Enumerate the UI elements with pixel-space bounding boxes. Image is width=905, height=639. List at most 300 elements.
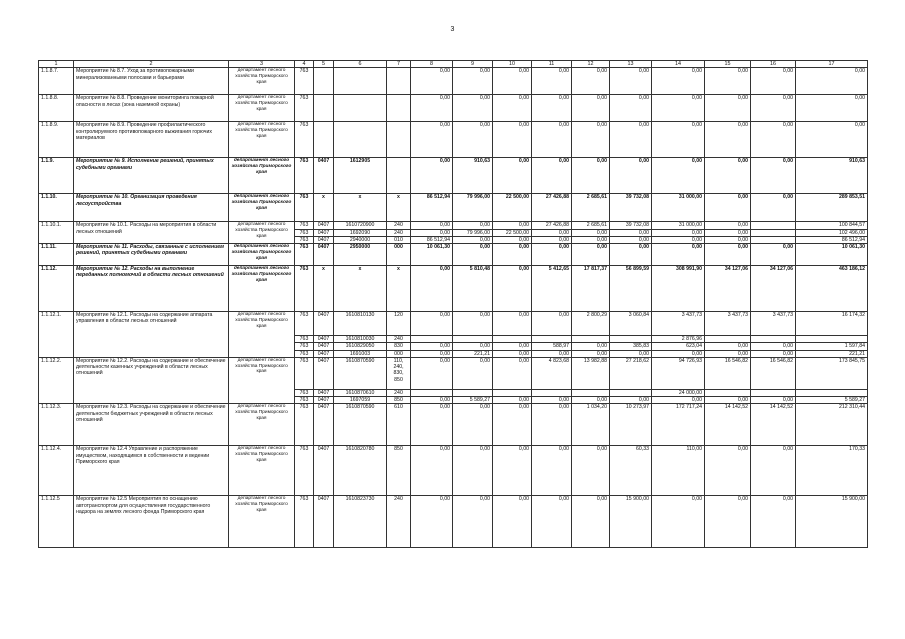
table-cell-col-15: 0,00 bbox=[705, 397, 751, 404]
table-cell-col-9: 0,00 bbox=[453, 222, 493, 229]
table-row bbox=[39, 95, 868, 122]
table-cell-col-2: Мероприятие № 8.8. Проведение мониторинга пожарной опасности в лесах (зона наземной охраны) bbox=[74, 95, 229, 122]
table-cell-col-11: 27 426,88 bbox=[532, 222, 572, 229]
table-cell-col-10: 0,00 bbox=[493, 343, 532, 350]
table-cell-col-2: Мероприятие № 12.2. Расходы на содержание и обеспечение деятельности казенных учреждений в области лесных отношений bbox=[74, 357, 229, 403]
table-cell-col-16 bbox=[751, 236, 796, 243]
table-cell-col-12: 1 034,20 bbox=[572, 404, 610, 446]
table-cell-col-7: 240 bbox=[387, 389, 411, 396]
table-cell-col-6: 1610870590 bbox=[334, 404, 387, 446]
table-cell-col-16 bbox=[751, 229, 796, 236]
table-cell-col-17: 102 496,00 bbox=[796, 229, 868, 236]
table-cell-col-15: 0,00 bbox=[705, 236, 751, 243]
table-cell-col-13: 0,00 bbox=[610, 350, 652, 357]
table-cell-col-9: 0,00 bbox=[453, 244, 493, 266]
table-cell-col-5: 0407 bbox=[314, 236, 334, 243]
table-row bbox=[39, 357, 868, 389]
table-cell-col-14: 31 000,00 bbox=[652, 194, 705, 222]
table-cell-col-5 bbox=[314, 68, 334, 95]
table-cell-col-1: 1.1.8.8. bbox=[39, 95, 74, 122]
table-cell-col-16: 0,00 bbox=[751, 244, 796, 266]
table-cell-col-17: 173 845,75 bbox=[796, 357, 868, 389]
table-cell-col-9: 0,00 bbox=[453, 496, 493, 548]
table-cell-col-12: 0,00 bbox=[572, 397, 610, 404]
table-cell-col-10: 0,00 bbox=[493, 236, 532, 243]
table-cell-col-10: 0,00 bbox=[493, 496, 532, 548]
table-cell-col-14: 0,00 bbox=[652, 350, 705, 357]
column-header-12: 12 bbox=[572, 61, 610, 68]
table-cell-col-9: 910,63 bbox=[453, 158, 493, 194]
table-cell-col-5: 0407 bbox=[314, 222, 334, 229]
budget-table bbox=[38, 60, 868, 548]
table-cell-col-5 bbox=[314, 122, 334, 158]
table-cell-col-3: департамент лесного хозяйства Приморского края bbox=[229, 244, 295, 266]
table-row bbox=[39, 312, 868, 336]
table-row bbox=[39, 266, 868, 312]
table-cell-col-7: 240 bbox=[387, 222, 411, 229]
table-cell-col-13: 10 273,97 bbox=[610, 404, 652, 446]
table-cell-col-15: 0,00 bbox=[705, 244, 751, 266]
table-cell-col-16: 16 546,82 bbox=[751, 357, 796, 389]
table-cell-col-12: 2 800,29 bbox=[572, 312, 610, 336]
table-cell-col-7: 120 bbox=[387, 312, 411, 336]
table-cell-col-6: 1610870590 bbox=[334, 357, 387, 389]
table-cell-col-14: 0,00 bbox=[652, 229, 705, 236]
table-cell-col-16: 0,00 bbox=[751, 446, 796, 496]
table-cell-col-14: 31 000,00 bbox=[652, 222, 705, 229]
table-cell-col-15: 34 127,06 bbox=[705, 266, 751, 312]
table-row bbox=[39, 446, 868, 496]
table-cell-col-11: 0,00 bbox=[532, 404, 572, 446]
table-cell-col-6: 1612905 bbox=[334, 158, 387, 194]
table-cell-col-9: 79 996,00 bbox=[453, 229, 493, 236]
page-number: 3 bbox=[450, 26, 455, 33]
table-cell-col-11: 5 412,65 bbox=[532, 266, 572, 312]
table-cell-col-10: 0,00 bbox=[493, 404, 532, 446]
table-row bbox=[39, 68, 868, 95]
table-cell-col-16: 34 127,06 bbox=[751, 266, 796, 312]
table-cell-col-9: 221,21 bbox=[453, 350, 493, 357]
table-cell-col-4: 763 bbox=[295, 350, 314, 357]
table-cell-col-13: 39 732,08 bbox=[610, 194, 652, 222]
table-cell-col-11: 0,00 bbox=[532, 350, 572, 357]
table-cell-col-14: 0,00 bbox=[652, 95, 705, 122]
table-cell-col-15: 3 437,73 bbox=[705, 312, 751, 336]
table-cell-col-10: 0,00 bbox=[493, 68, 532, 95]
table-cell-col-10 bbox=[493, 389, 532, 396]
table-row bbox=[39, 244, 868, 266]
column-header-4: 4 bbox=[295, 61, 314, 68]
table-cell-col-7: 010 bbox=[387, 236, 411, 243]
table-row bbox=[39, 158, 868, 194]
table-cell-col-7: 240 bbox=[387, 229, 411, 236]
table-cell-col-5: x bbox=[314, 194, 334, 222]
table-cell-col-16: 0,00 bbox=[751, 343, 796, 350]
table-cell-col-2: Мероприятие № 9. Исполнение решений, принятых судебными органами bbox=[74, 158, 229, 194]
table-cell-col-14: 308 991,90 bbox=[652, 266, 705, 312]
table-cell-col-8: 86 512,94 bbox=[411, 236, 453, 243]
table-cell-col-17: 0,00 bbox=[796, 95, 868, 122]
table-cell-col-5: 0407 bbox=[314, 404, 334, 446]
table-cell-col-5: 0407 bbox=[314, 350, 334, 357]
column-header-1: 1 bbox=[39, 61, 74, 68]
table-cell-col-16: 0,00 bbox=[751, 158, 796, 194]
table-cell-col-5: 0407 bbox=[314, 229, 334, 236]
table-cell-col-9 bbox=[453, 336, 493, 343]
table-cell-col-1: 1.1.10.1. bbox=[39, 222, 74, 244]
table-cell-col-7 bbox=[387, 95, 411, 122]
table-cell-col-11: 588,97 bbox=[532, 343, 572, 350]
table-cell-col-2: Мероприятие № 10. Организация проведения лесоустройства bbox=[74, 194, 229, 222]
table-cell-col-9: 79 996,00 bbox=[453, 194, 493, 222]
table-cell-col-8: 0,00 bbox=[411, 158, 453, 194]
table-cell-col-4: 763 bbox=[295, 397, 314, 404]
table-cell-col-16: 3 437,73 bbox=[751, 312, 796, 336]
table-cell-col-11: 27 426,88 bbox=[532, 194, 572, 222]
table-cell-col-8: 0,00 bbox=[411, 343, 453, 350]
table-cell-col-6: 1692090 bbox=[334, 229, 387, 236]
table-cell-col-9: 0,00 bbox=[453, 68, 493, 95]
table-cell-col-11: 0,00 bbox=[532, 229, 572, 236]
table-row bbox=[39, 122, 868, 158]
table-cell-col-17 bbox=[796, 336, 868, 343]
table-cell-col-13: 385,83 bbox=[610, 343, 652, 350]
table-cell-col-16 bbox=[751, 222, 796, 229]
column-header-5: 5 bbox=[314, 61, 334, 68]
table-cell-col-7: 610 bbox=[387, 404, 411, 446]
table-cell-col-9: 0,00 bbox=[453, 446, 493, 496]
table-cell-col-6: x bbox=[334, 194, 387, 222]
table-cell-col-15: 0,00 bbox=[705, 496, 751, 548]
table-cell-col-11: 0,00 bbox=[532, 312, 572, 336]
table-cell-col-14: 0,00 bbox=[652, 236, 705, 243]
table-cell-col-13: 3 060,84 bbox=[610, 312, 652, 336]
table-cell-col-12: 2 685,61 bbox=[572, 194, 610, 222]
table-cell-col-13: 60,33 bbox=[610, 446, 652, 496]
table-cell-col-10: 0,00 bbox=[493, 350, 532, 357]
table-cell-col-14: 2 876,96 bbox=[652, 336, 705, 343]
table-cell-col-4: 763 bbox=[295, 312, 314, 336]
table-cell-col-15: 14 142,52 bbox=[705, 404, 751, 446]
table-cell-col-13: 27 218,62 bbox=[610, 357, 652, 389]
table-cell-col-8: 0,00 bbox=[411, 397, 453, 404]
table-cell-col-17: 212 310,44 bbox=[796, 404, 868, 446]
table-cell-col-9: 0,00 bbox=[453, 312, 493, 336]
table-cell-col-9: 5 589,27 bbox=[453, 397, 493, 404]
table-cell-col-2: Мероприятие № 11. Расходы, связанные с исполнением решений, принятых судебными органами bbox=[74, 244, 229, 266]
table-cell-col-17: 100 844,57 bbox=[796, 222, 868, 229]
table-cell-col-8: 0,00 bbox=[411, 446, 453, 496]
table-cell-col-6: 1610870610 bbox=[334, 389, 387, 396]
table-cell-col-14: 172 717,24 bbox=[652, 404, 705, 446]
table-cell-col-1: 1.1.11. bbox=[39, 244, 74, 266]
table-cell-col-5: 0407 bbox=[314, 496, 334, 548]
table-cell-col-4: 763 bbox=[295, 343, 314, 350]
table-cell-col-3: департамент лесного хозяйства Приморского края bbox=[229, 122, 295, 158]
table-cell-col-7: 830 bbox=[387, 343, 411, 350]
table-cell-col-17: 289 853,51 bbox=[796, 194, 868, 222]
table-cell-col-11: 0,00 bbox=[532, 446, 572, 496]
table-cell-col-10: 22 500,00 bbox=[493, 194, 532, 222]
table-cell-col-7 bbox=[387, 122, 411, 158]
table-cell-col-6 bbox=[334, 68, 387, 95]
table-cell-col-14: 24 000,00 bbox=[652, 389, 705, 396]
table-cell-col-15: 0,00 bbox=[705, 95, 751, 122]
table-cell-col-1: 1.1.9. bbox=[39, 158, 74, 194]
table-cell-col-13: 39 732,08 bbox=[610, 222, 652, 229]
table-cell-col-10: 22 500,00 bbox=[493, 229, 532, 236]
table-cell-col-5: 0407 bbox=[314, 357, 334, 389]
table-cell-col-4: 763 bbox=[295, 446, 314, 496]
table-cell-col-4: 763 bbox=[295, 222, 314, 229]
table-cell-col-3: департамент лесного хозяйства Приморского края bbox=[229, 357, 295, 403]
column-header-15: 15 bbox=[705, 61, 751, 68]
table-cell-col-3: департамент лесного хозяйства Приморского края bbox=[229, 222, 295, 244]
table-cell-col-9: 0,00 bbox=[453, 236, 493, 243]
table-cell-col-12: 17 817,37 bbox=[572, 266, 610, 312]
table-cell-col-6 bbox=[334, 122, 387, 158]
table-cell-col-8: 0,00 bbox=[411, 312, 453, 336]
table-cell-col-12: 13 982,88 bbox=[572, 357, 610, 389]
table-cell-col-13: 0,00 bbox=[610, 122, 652, 158]
table-cell-col-7: x bbox=[387, 266, 411, 312]
table-cell-col-4: 763 bbox=[295, 404, 314, 446]
table-cell-col-9 bbox=[453, 389, 493, 396]
table-cell-col-15: 0,00 bbox=[705, 122, 751, 158]
table-cell-col-10: 0,00 bbox=[493, 244, 532, 266]
column-header-8: 8 bbox=[411, 61, 453, 68]
table-cell-col-8: 0,00 bbox=[411, 266, 453, 312]
table-cell-col-17: 170,33 bbox=[796, 446, 868, 496]
table-cell-col-8: 0,00 bbox=[411, 68, 453, 95]
table-cell-col-8: 0,00 bbox=[411, 122, 453, 158]
table-cell-col-2: Мероприятие № 12.1. Расходы на содержание аппарата управления в области лесных отношений bbox=[74, 312, 229, 358]
table-cell-col-14: 94 726,93 bbox=[652, 357, 705, 389]
table-cell-col-3: департамент лесного хозяйства Приморского края bbox=[229, 404, 295, 446]
table-cell-col-15: 0,00 bbox=[705, 229, 751, 236]
table-cell-col-7: 850 bbox=[387, 397, 411, 404]
table-cell-col-9: 0,00 bbox=[453, 404, 493, 446]
table-cell-col-17 bbox=[796, 389, 868, 396]
table-cell-col-17: 16 174,32 bbox=[796, 312, 868, 336]
table-cell-col-10: 0,00 bbox=[493, 312, 532, 336]
table-cell-col-14: 0,00 bbox=[652, 244, 705, 266]
table-cell-col-9: 0,00 bbox=[453, 343, 493, 350]
table-cell-col-17: 221,21 bbox=[796, 350, 868, 357]
table-cell-col-15 bbox=[705, 336, 751, 343]
table-cell-col-16: 0,00 bbox=[751, 95, 796, 122]
table-cell-col-14: 0,00 bbox=[652, 397, 705, 404]
table-cell-col-5: 0407 bbox=[314, 312, 334, 336]
table-cell-col-12: 0,00 bbox=[572, 68, 610, 95]
table-cell-col-3: департамент лесного хозяйства Приморского края bbox=[229, 68, 295, 95]
table-cell-col-11: 0,00 bbox=[532, 244, 572, 266]
table-cell-col-15: 0,00 bbox=[705, 158, 751, 194]
table-cell-col-14: 3 437,73 bbox=[652, 312, 705, 336]
table-cell-col-1: 1.1.12.3. bbox=[39, 404, 74, 446]
table-cell-col-3: департамент лесного хозяйства Приморского края bbox=[229, 95, 295, 122]
table-cell-col-3: департамент лесного хозяйства Приморского края bbox=[229, 158, 295, 194]
table-cell-col-7: 240 bbox=[387, 496, 411, 548]
table-cell-col-11 bbox=[532, 389, 572, 396]
table-cell-col-11: 0,00 bbox=[532, 236, 572, 243]
table-cell-col-6: 1610720900 bbox=[334, 222, 387, 229]
table-cell-col-6: 2950000 bbox=[334, 244, 387, 266]
table-cell-col-3: департамент лесного хозяйства Приморского края bbox=[229, 312, 295, 358]
table-cell-col-16: 0,00 bbox=[751, 397, 796, 404]
table-cell-col-5: x bbox=[314, 266, 334, 312]
table-cell-col-17: 0,00 bbox=[796, 122, 868, 158]
table-cell-col-14: 0,00 bbox=[652, 158, 705, 194]
table-cell-col-17: 86 512,94 bbox=[796, 236, 868, 243]
table-cell-col-4: 763 bbox=[295, 357, 314, 389]
table-cell-col-8: 0,00 bbox=[411, 350, 453, 357]
table-cell-col-7: 240 bbox=[387, 336, 411, 343]
table-cell-col-7: 000 bbox=[387, 244, 411, 266]
table-cell-col-1: 1.1.12.5 bbox=[39, 496, 74, 548]
table-cell-col-12 bbox=[572, 389, 610, 396]
table-cell-col-12: 0,00 bbox=[572, 122, 610, 158]
table-cell-col-11: 4 823,68 bbox=[532, 357, 572, 389]
table-cell-col-1: 1.1.8.9. bbox=[39, 122, 74, 158]
table-cell-col-16: 0,00 bbox=[751, 350, 796, 357]
table-cell-col-12: 0,00 bbox=[572, 95, 610, 122]
column-header-17: 17 bbox=[796, 61, 868, 68]
column-header-9: 9 bbox=[453, 61, 493, 68]
table-cell-col-8: 0,00 bbox=[411, 222, 453, 229]
table-cell-col-16: 14 142,52 bbox=[751, 404, 796, 446]
table-cell-col-15: 0,00 bbox=[705, 343, 751, 350]
table-cell-col-17: 1 597,84 bbox=[796, 343, 868, 350]
table-cell-col-15: 16 546,82 bbox=[705, 357, 751, 389]
table-cell-col-8: 86 512,94 bbox=[411, 194, 453, 222]
table-cell-col-13: 0,00 bbox=[610, 236, 652, 243]
table-cell-col-12: 0,00 bbox=[572, 229, 610, 236]
table-cell-col-6: 1610810030 bbox=[334, 336, 387, 343]
table-cell-col-3: департамент лесного хозяйства Приморского края bbox=[229, 194, 295, 222]
table-cell-col-7: 000 bbox=[387, 350, 411, 357]
table-cell-col-14: 0,00 bbox=[652, 496, 705, 548]
table-cell-col-5: 0407 bbox=[314, 446, 334, 496]
table-cell-col-6: 1610810130 bbox=[334, 312, 387, 336]
table-cell-col-11: 0,00 bbox=[532, 397, 572, 404]
table-cell-col-12: 0,00 bbox=[572, 446, 610, 496]
table-cell-col-5 bbox=[314, 95, 334, 122]
table-cell-col-1: 1.1.12. bbox=[39, 266, 74, 312]
table-cell-col-4: 763 bbox=[295, 389, 314, 396]
table-cell-col-10: 0,00 bbox=[493, 222, 532, 229]
table-cell-col-17: 5 589,27 bbox=[796, 397, 868, 404]
table-cell-col-13: 0,00 bbox=[610, 68, 652, 95]
table-cell-col-13: 0,00 bbox=[610, 229, 652, 236]
table-cell-col-4: 763 bbox=[295, 194, 314, 222]
table-cell-col-6 bbox=[334, 95, 387, 122]
table-cell-col-8: 0,00 bbox=[411, 229, 453, 236]
table-cell-col-17: 10 061,30 bbox=[796, 244, 868, 266]
table-cell-col-5: 0407 bbox=[314, 397, 334, 404]
table-cell-col-9: 0,00 bbox=[453, 357, 493, 389]
table-cell-col-17: 0,00 bbox=[796, 68, 868, 95]
table-cell-col-11 bbox=[532, 336, 572, 343]
table-cell-col-8: 0,00 bbox=[411, 496, 453, 548]
table-cell-col-12: 0,00 bbox=[572, 236, 610, 243]
table-cell-col-2: Мероприятие № 12.3. Расходы на содержание и обеспечение деятельности бюджетных учреждений в области лесных отношений bbox=[74, 404, 229, 446]
table-row bbox=[39, 222, 868, 229]
table-cell-col-4: 763 bbox=[295, 229, 314, 236]
table-cell-col-11: 0,00 bbox=[532, 496, 572, 548]
table-cell-col-5: 0407 bbox=[314, 389, 334, 396]
table-cell-col-10: 0,00 bbox=[493, 266, 532, 312]
table-cell-col-12 bbox=[572, 336, 610, 343]
table-cell-col-2: Мероприятие № 12.4 Управление и распоряжение имуществом, находящимся в собственности и ведении Приморского края bbox=[74, 446, 229, 496]
table-cell-col-9: 5 810,48 bbox=[453, 266, 493, 312]
table-cell-col-12: 0,00 bbox=[572, 343, 610, 350]
table-cell-col-4: 763 bbox=[295, 496, 314, 548]
table-cell-col-10: 0,00 bbox=[493, 397, 532, 404]
table-cell-col-4: 763 bbox=[295, 68, 314, 95]
table-cell-col-15: 0,00 bbox=[705, 446, 751, 496]
table-cell-col-14: 0,00 bbox=[652, 68, 705, 95]
table-cell-col-6: 1691003 bbox=[334, 350, 387, 357]
header-row bbox=[39, 61, 868, 68]
table-cell-col-12: 2 685,61 bbox=[572, 222, 610, 229]
table-cell-col-1: 1.1.12.1. bbox=[39, 312, 74, 358]
table-cell-col-13: 0,00 bbox=[610, 244, 652, 266]
column-header-6: 6 bbox=[334, 61, 387, 68]
table-cell-col-6: 1610820780 bbox=[334, 446, 387, 496]
table-cell-col-16: 0,00 bbox=[751, 496, 796, 548]
table-cell-col-2: Мероприятие № 8.9. Проведение профилактического контролируемого противопожарного выжигания горючих материалов bbox=[74, 122, 229, 158]
table-cell-col-15: 0,00 bbox=[705, 68, 751, 95]
table-cell-col-1: 1.1.12.4. bbox=[39, 446, 74, 496]
table-cell-col-4: 763 bbox=[295, 122, 314, 158]
table-cell-col-9: 0,00 bbox=[453, 122, 493, 158]
table-cell-col-17: 463 186,12 bbox=[796, 266, 868, 312]
table-cell-col-3: департамент лесного хозяйства Приморского края bbox=[229, 446, 295, 496]
table-cell-col-8: 0,00 bbox=[411, 95, 453, 122]
column-header-13: 13 bbox=[610, 61, 652, 68]
table-cell-col-1: 1.1.10. bbox=[39, 194, 74, 222]
table-cell-col-7 bbox=[387, 68, 411, 95]
table-cell-col-3: департамент лесного хозяйства Приморского края bbox=[229, 496, 295, 548]
table-cell-col-6: 2940000 bbox=[334, 236, 387, 243]
table-cell-col-10: 0,00 bbox=[493, 446, 532, 496]
table-cell-col-8: 0,00 bbox=[411, 404, 453, 446]
column-header-14: 14 bbox=[652, 61, 705, 68]
table-cell-col-14: 0,00 bbox=[652, 122, 705, 158]
table-cell-col-10 bbox=[493, 336, 532, 343]
table-cell-col-4: 763 bbox=[295, 244, 314, 266]
table-cell-col-4: 763 bbox=[295, 266, 314, 312]
table-cell-col-13: 0,00 bbox=[610, 158, 652, 194]
table-cell-col-4: 763 bbox=[295, 95, 314, 122]
table-cell-col-4: 763 bbox=[295, 158, 314, 194]
table-cell-col-15: 0,00 bbox=[705, 194, 751, 222]
table-cell-col-6: 1610823730 bbox=[334, 496, 387, 548]
table-cell-col-5: 0407 bbox=[314, 336, 334, 343]
table-cell-col-7: 850 bbox=[387, 446, 411, 496]
table-cell-col-8 bbox=[411, 336, 453, 343]
table-cell-col-13: 56 899,59 bbox=[610, 266, 652, 312]
table-cell-col-2: Мероприятие № 12.5 Мероприятия по оснащению автотранспортом для осуществления государственного надзора на землях лесного фонда Приморского края bbox=[74, 496, 229, 548]
table-cell-col-6: x bbox=[334, 266, 387, 312]
table-cell-col-5: 0407 bbox=[314, 343, 334, 350]
column-header-10: 10 bbox=[493, 61, 532, 68]
table-cell-col-3: департамент лесного хозяйства Приморского края bbox=[229, 266, 295, 312]
table-cell-col-12: 0,00 bbox=[572, 244, 610, 266]
table-cell-col-13: 0,00 bbox=[610, 397, 652, 404]
table-row bbox=[39, 404, 868, 446]
